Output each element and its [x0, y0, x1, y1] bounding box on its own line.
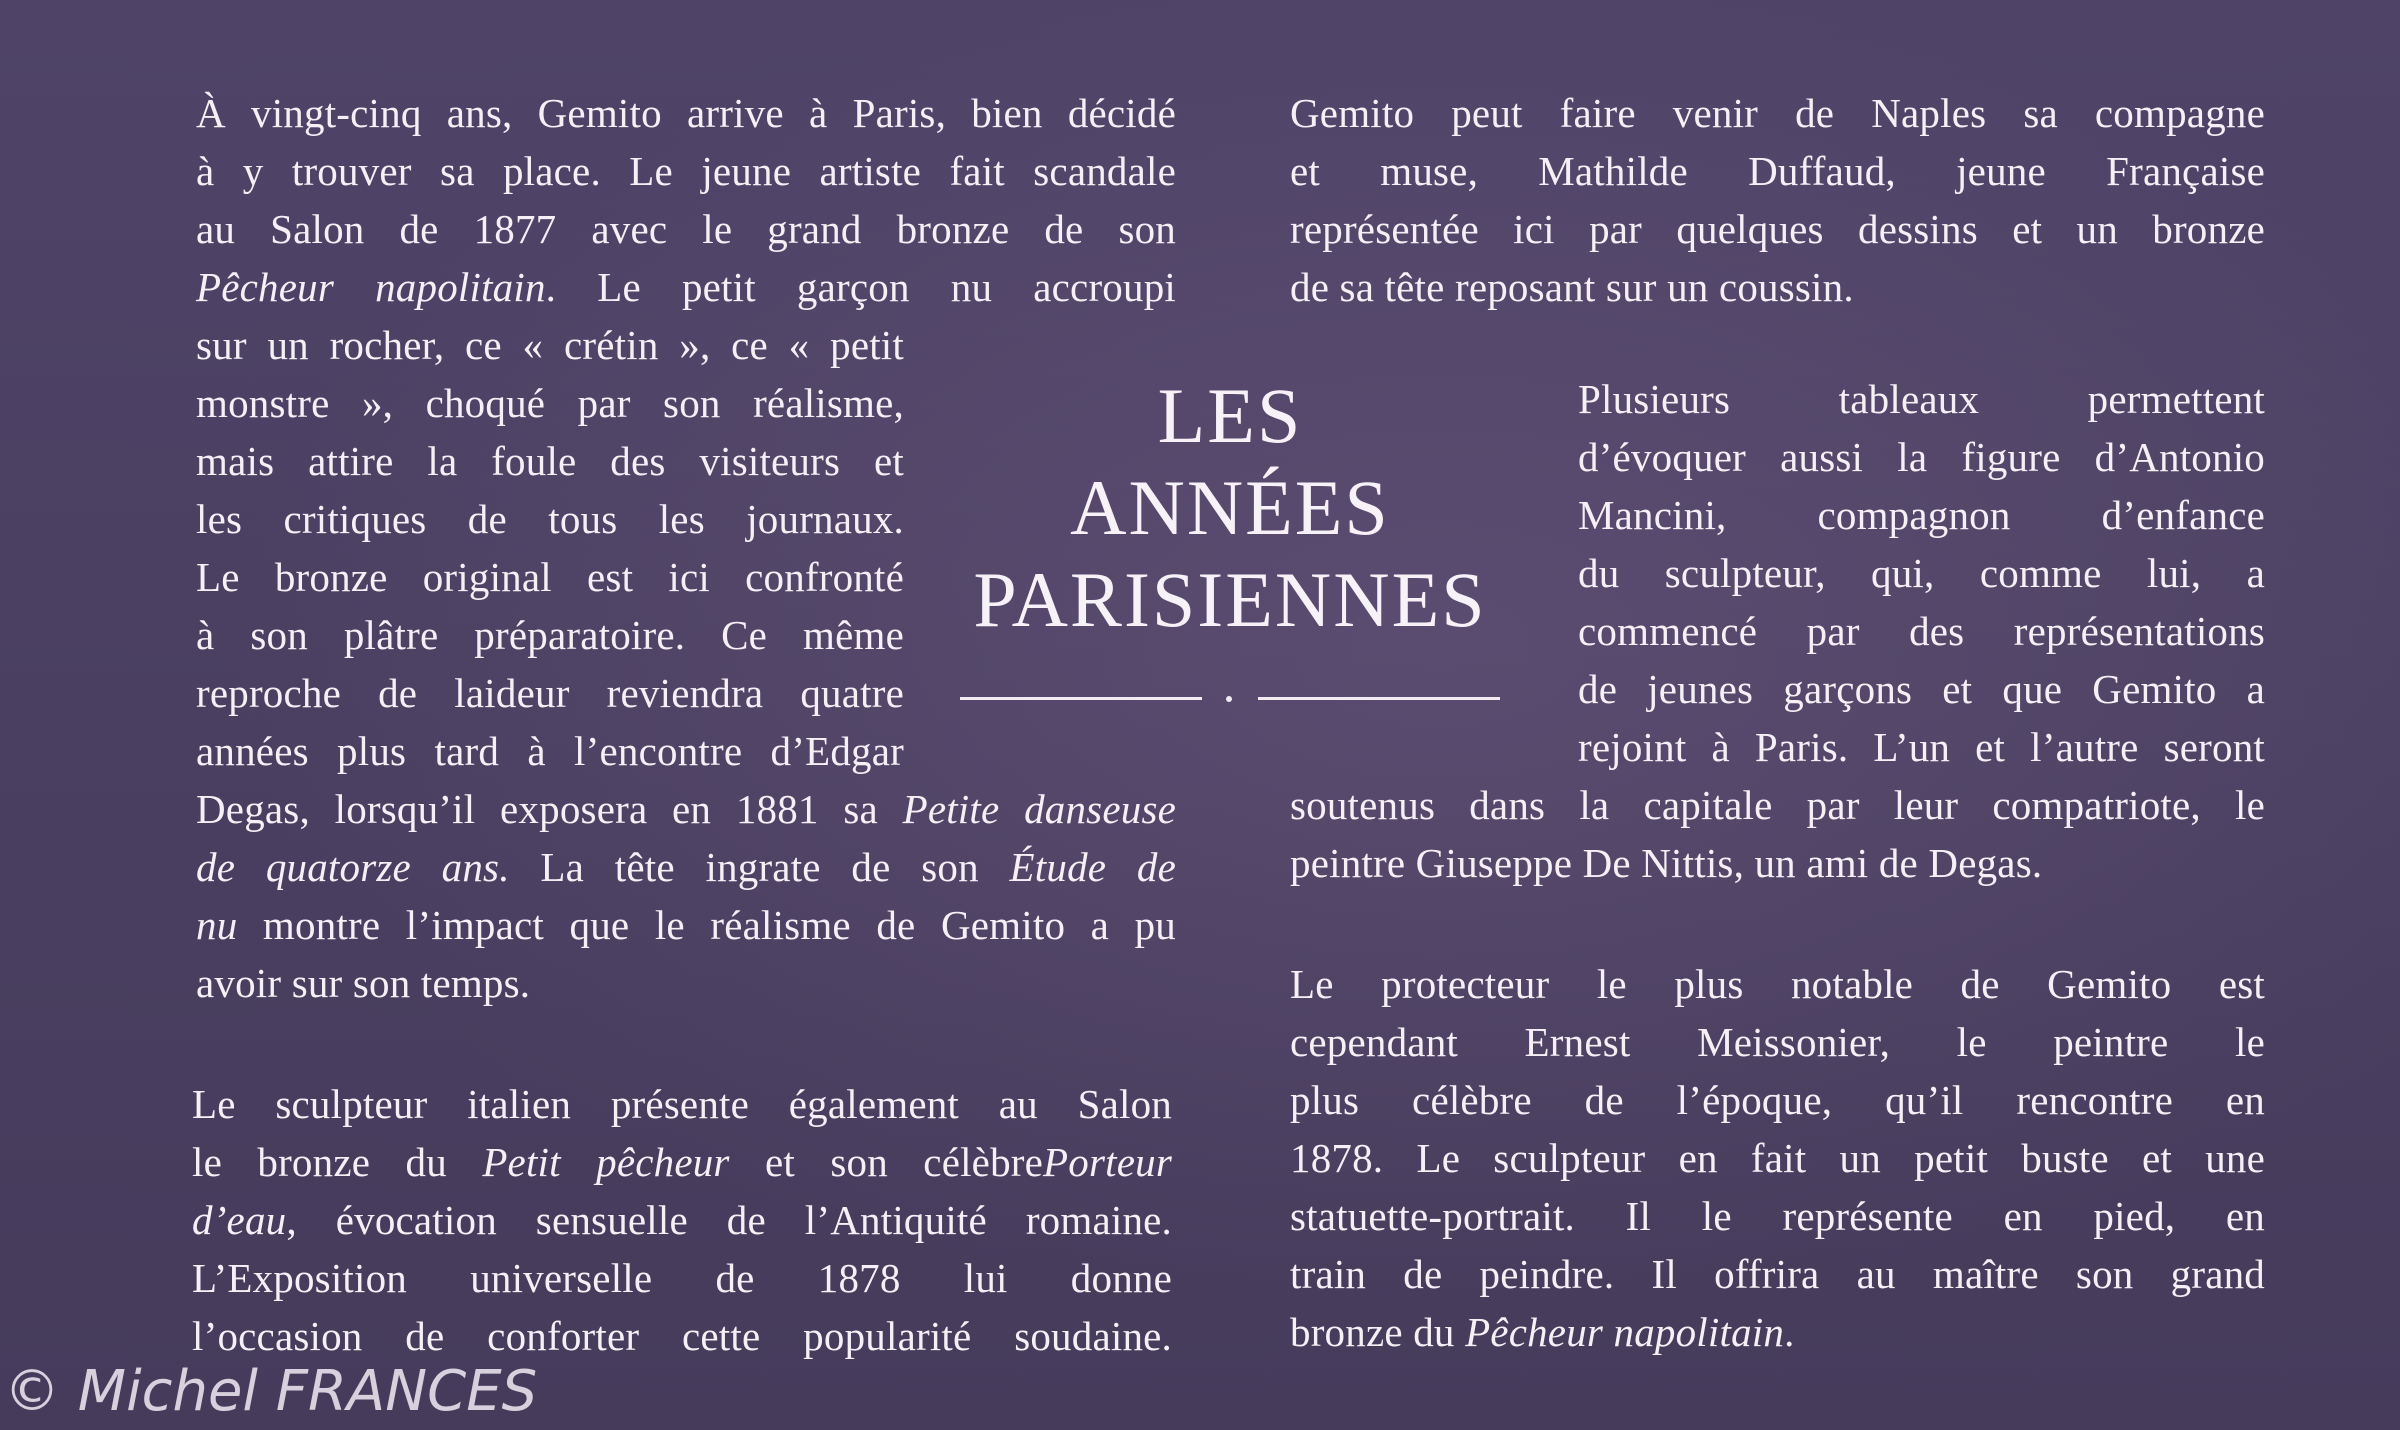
text-segment: Degas, lorsqu’il exposera en 1881 sa	[196, 786, 903, 832]
text-segment: Le sculpteur italien présente également au Salon	[192, 1081, 1172, 1127]
text-line	[196, 954, 1176, 1012]
text-line: rejoint à Paris. L’un et l’autre seront	[1578, 724, 2265, 770]
italic-text: Pêcheur napolitain	[196, 264, 546, 310]
text-segment: Le protecteur le plus notable de Gemito est	[1290, 961, 2265, 1007]
title-line-1: LES	[1157, 372, 1303, 459]
text-line	[1290, 1187, 2265, 1245]
right-paragraph-2	[1290, 370, 2265, 892]
text-segment: L’Exposition universelle de 1878 lui donne	[192, 1255, 1172, 1301]
divider-dot	[1226, 696, 1232, 702]
text-line	[192, 1191, 1172, 1249]
text-line	[1290, 1013, 2265, 1071]
italic-text: Pêcheur napolitain	[1465, 1309, 1785, 1355]
right-paragraph-3	[1290, 955, 2265, 1361]
italic-text: Petit pêcheur	[482, 1139, 730, 1185]
text-segment: bronze du	[1290, 1309, 1466, 1355]
text-line: du sculpteur, qui, comme lui, a	[1578, 550, 2265, 596]
text-segment: statuette-portrait. Il le représente en pied, en	[1290, 1193, 2265, 1239]
text-line	[196, 142, 1176, 200]
text-segment: Le bronze original est ici confronté	[196, 554, 904, 600]
text-line: d’évoquer aussi la figure d’Antonio	[1578, 434, 2265, 480]
text-line	[196, 200, 1176, 258]
text-segment: montre l’impact que le réalisme de Gemito a pu	[237, 902, 1176, 948]
italic-text: d’eau	[192, 1197, 287, 1243]
text-line	[196, 606, 904, 664]
italic-text: de quatorze ans.	[196, 844, 510, 890]
text-line	[196, 258, 1176, 316]
text-line	[196, 84, 1176, 142]
text-segment: années plus tard à l’encontre d’Edgar	[196, 728, 904, 774]
text-line: Gemito peut faire venir de Naples sa compagne	[1290, 90, 2265, 136]
text-segment: reproche de laideur reviendra quatre	[196, 670, 904, 716]
text-line: Mancini, compagnon d’enfance	[1578, 492, 2265, 538]
text-segment: à y trouver sa place. Le jeune artiste fait scandale	[196, 148, 1176, 194]
text-line	[196, 432, 904, 490]
text-segment: mais attire la foule des visiteurs et	[196, 438, 904, 484]
text-line	[1290, 1245, 2265, 1303]
text-line	[1290, 1303, 2265, 1361]
text-segment: .	[1784, 1309, 1795, 1355]
text-segment: À vingt-cinq ans, Gemito arrive à Paris, bien décidé	[196, 90, 1176, 136]
text-line	[196, 780, 1176, 838]
text-segment: au Salon de 1877 avec le grand bronze de son	[196, 206, 1176, 252]
text-line: peintre Giuseppe De Nittis, un ami de Degas.	[1290, 840, 2043, 886]
text-line	[192, 1133, 1172, 1191]
text-segment: 1878. Le sculpteur en fait un petit buste et une	[1290, 1135, 2265, 1181]
italic-text: Porteur	[1043, 1139, 1172, 1185]
photo-copyright: © Michel FRANCES	[4, 1359, 538, 1424]
text-line	[196, 664, 904, 722]
left-paragraph-2	[192, 1075, 1172, 1365]
italic-text: nu	[196, 902, 238, 948]
text-segment: monstre », choqué par son réalisme,	[196, 380, 904, 426]
text-line	[196, 896, 1176, 954]
title-line-3: PARISIENNES	[973, 556, 1487, 643]
text-line	[192, 1075, 1172, 1133]
text-segment: , évocation sensuelle de l’Antiquité romaine.	[286, 1197, 1172, 1243]
text-segment: les critiques de tous les journaux.	[196, 496, 904, 542]
text-segment: sur un rocher, ce « crétin », ce « petit	[196, 322, 904, 368]
text-line: représentée ici par quelques dessins et un bronze	[1290, 206, 2265, 252]
text-segment: à son plâtre préparatoire. Ce même	[196, 612, 904, 658]
text-line: Plusieurs tableaux permettent	[1578, 376, 2265, 422]
italic-text: Petite danseuse	[902, 786, 1176, 832]
text-segment: cependant Ernest Meissonier, le peintre le	[1290, 1019, 2265, 1065]
divider-left-bar	[960, 697, 1202, 700]
text-segment: train de peindre. Il offrira au maître son grand	[1290, 1251, 2265, 1297]
text-line: et muse, Mathilde Duffaud, jeune Française	[1290, 148, 2265, 194]
text-segment: plus célèbre de l’époque, qu’il rencontre en	[1290, 1077, 2265, 1123]
text-line: de sa tête reposant sur un coussin.	[1290, 264, 1854, 310]
title-line-2: ANNÉES	[1070, 464, 1390, 551]
text-line	[196, 548, 904, 606]
text-line	[192, 1307, 1172, 1365]
text-line	[1290, 1071, 2265, 1129]
text-segment: . Le petit garçon nu accroupi	[545, 264, 1176, 310]
text-line: commencé par des représentations	[1578, 608, 2265, 654]
text-line	[1290, 1129, 2265, 1187]
text-line: soutenus dans la capitale par leur compatriote, le	[1290, 782, 2265, 828]
text-segment: La tête ingrate de son	[509, 844, 1010, 890]
text-segment: avoir sur son temps.	[196, 960, 531, 1006]
text-segment: le bronze du	[192, 1139, 483, 1185]
text-line	[196, 316, 904, 374]
text-line: de jeunes garçons et que Gemito a	[1578, 666, 2265, 712]
right-paragraph-1	[1290, 84, 2265, 316]
text-line	[196, 374, 904, 432]
text-segment: et son célèbre	[729, 1139, 1044, 1185]
text-line	[196, 722, 904, 780]
text-line	[1290, 955, 2265, 1013]
text-line	[196, 490, 904, 548]
text-line	[196, 838, 1176, 896]
text-segment: l’occasion de conforter cette popularité soudaine.	[192, 1313, 1172, 1359]
text-line	[192, 1249, 1172, 1307]
italic-text: Étude de	[1009, 844, 1176, 890]
